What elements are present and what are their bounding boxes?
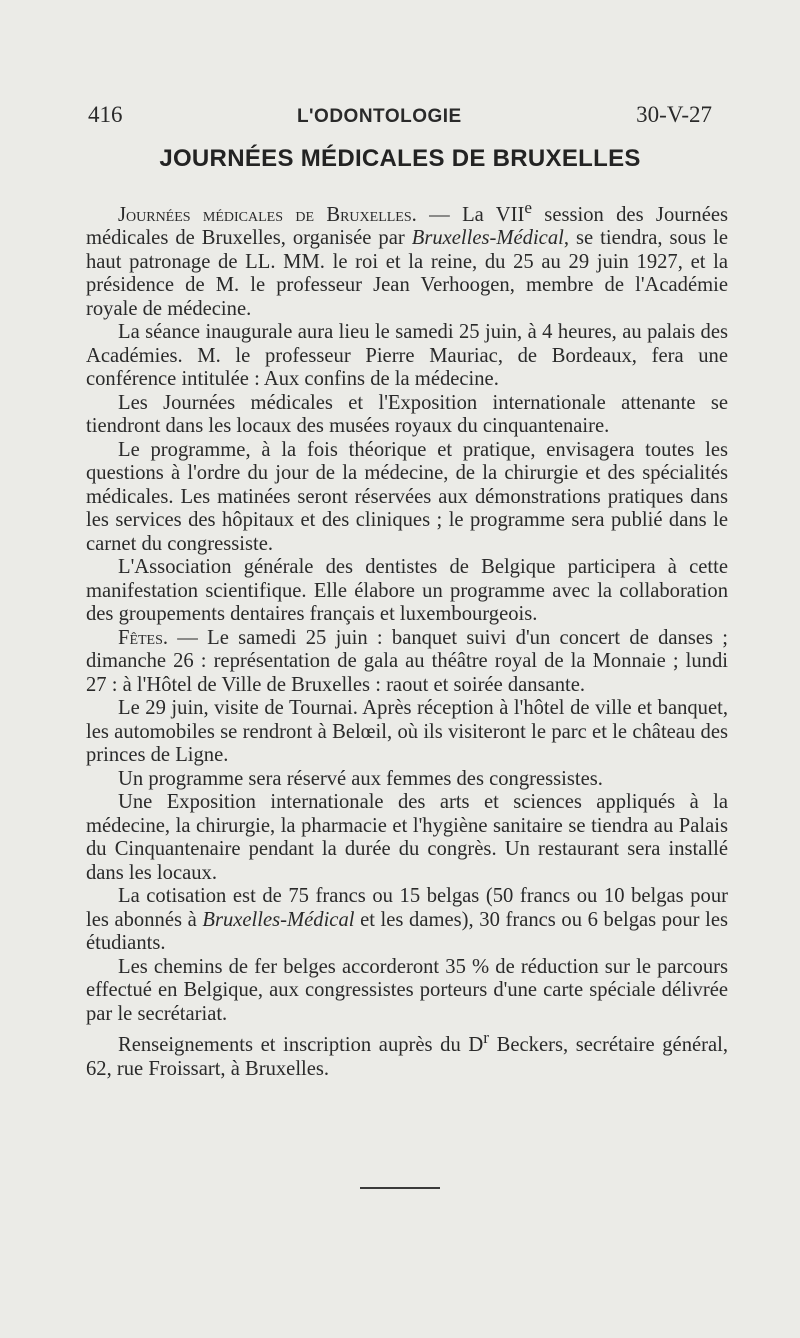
article-title: JOURNÉES MÉDICALES DE BRUXELLES	[159, 145, 641, 172]
journal-name: Bruxelles-Médical	[411, 227, 564, 250]
article-body	[86, 196, 728, 1081]
journal-name: Bruxelles-Médical	[202, 908, 355, 931]
paragraph-1: Journées médicales de Bruxelles. — La VIIe session des Journées médicales de Bruxelles, organisée par Bruxelles-Médical, se tiendra, sous le haut patronage de LL. MM. le roi et la reine, du 25 au 29 juin 1927, et la présidence de M. le professeur Jean Verhoogen, membre de l'Académie royale de médecine.	[86, 198, 728, 320]
issue-date: 30-V-27	[636, 102, 712, 127]
section-lead: Fêtes.	[118, 626, 169, 649]
page-number: 416	[88, 102, 123, 127]
paragraph-2: La séance inaugurale aura lieu le samedi 25 juin, à 4 heures, au palais des Académies. M. le professeur Pierre Mauriac, de Bordeaux, fera une conférence intitulée : Aux confins de la médecine.	[86, 321, 728, 391]
paragraph-5: L'Association générale des dentistes de Belgique participera à cette manifestation scientifique. Elle élabore un programme avec la collaboration des groupements dentaires français et luxembourgeois.	[86, 556, 728, 626]
paragraph-10: La cotisation est de 75 francs ou 15 belgas (50 francs ou 10 belgas pour les abonnés à Bruxelles-Médical et les dames), 30 francs ou 6 belgas pour les étudiants.	[86, 885, 728, 955]
paragraph-7: Le 29 juin, visite de Tournai. Après réception à l'hôtel de ville et banquet, les automobiles se rendront à Belœil, où ils visiteront le parc et le château des princes de Ligne.	[86, 697, 728, 767]
paragraph-8: Un programme sera réservé aux femmes des congressistes.	[118, 767, 603, 790]
paragraph-12: Renseignements et inscription auprès du $D^r$ Beckers, secrétaire général, 62, rue Froissart, à Bruxelles.	[86, 1028, 728, 1080]
paragraph-3: Les Journées médicales et l'Exposition internationale attenante se tiendront dans les locaux des musées royaux du cinquantenaire.	[86, 391, 728, 438]
section-lead: Journées médicales de Bruxelles.	[118, 203, 417, 226]
superscript: r	[483, 1028, 490, 1048]
paragraph-9: Une Exposition internationale des arts et sciences appliqués à la médecine, la chirurgie, la pharmacie et l'hygiène sanitaire se tiendra au Palais du Cinquantenaire pendant la durée du congrès. Un restaurant sera installé dans les locaux.	[86, 791, 728, 884]
journal-title: L'ODONTOLOGIE	[296, 106, 462, 127]
paragraph-4: Le programme, à la fois théorique et pratique, envisagera toutes les questions à l'ordre du jour de la médecine, de la chirurgie et des spécialités médicales. Les matinées seront réservées aux démonstrations pratiques dans les services des hôpitaux et des cliniques ; le programme sera publié dans le carnet du congressiste.	[86, 438, 728, 555]
paragraph-11: Les chemins de fer belges accorderont 35 % de réduction sur le parcours effectué en Belgique, aux congressistes porteurs d'une carte spéciale délivrée par le secrétariat.	[86, 955, 728, 1025]
running-head	[88, 102, 712, 136]
end-rule	[360, 1187, 440, 1189]
superscript: e	[524, 198, 532, 217]
paragraph-6: Fêtes. — Le samedi 25 juin : banquet suivi d'un concert de danses ; dimanche 26 : représentation de gala au théâtre royal de la Monnaie ; lundi 27 : à l'Hôtel de Ville de Bruxelles : raout et soirée dansante.	[86, 626, 728, 696]
